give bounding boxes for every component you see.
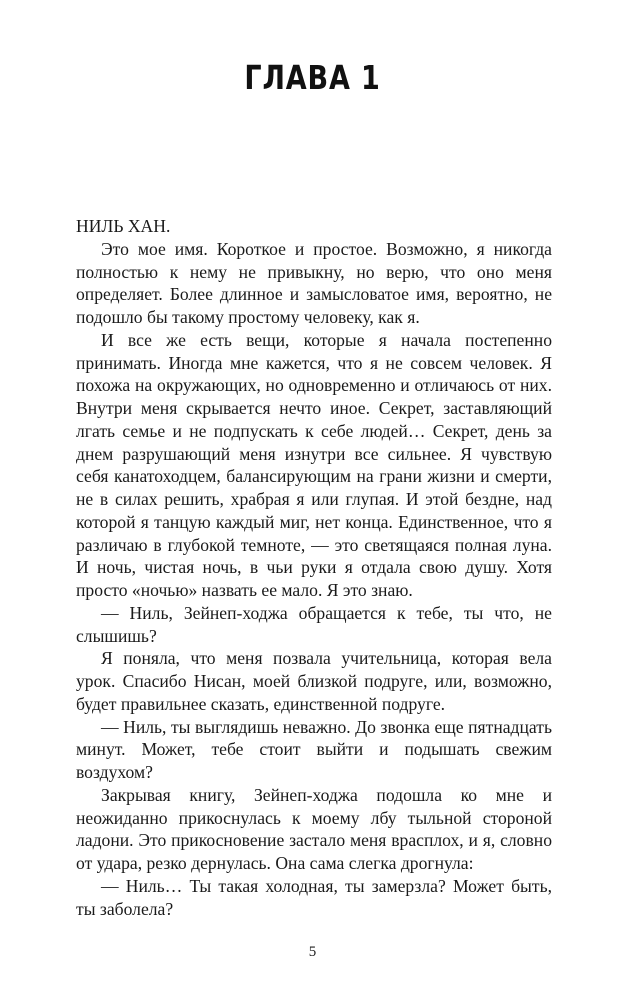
paragraph: — Ниль, ты выглядишь неважно. До звонка еще пятнадцать минут. Может, тебе стоит выйти и подышать свежим воздухом? <box>76 716 552 782</box>
paragraph: — Ниль, Зейнеп-ходжа обращается к тебе, ты что, не слышишь? <box>76 602 552 646</box>
paragraph: Это мое имя. Короткое и простое. Возможно, я никогда полностью к нему не привыкну, но верю, что оно меня определяет. Более длинное и замысловатое имя, вероятно, не подошло бы такому простому человеку, как я. <box>76 238 552 327</box>
paragraph: Закрывая книгу, Зейнеп-ходжа подошла ко мне и неожиданно прикоснулась к моему лбу тыльной стороной ладони. Это прикосновение застало меня врасплох, и я, словно от удара, резко дернулась. Она сама слегка дрогнула: <box>76 784 552 873</box>
chapter-title: ГЛАВА 1 <box>244 58 381 97</box>
body-text <box>76 215 552 920</box>
paragraph: И все же есть вещи, которые я начала постепенно принимать. Иногда мне кажется, что я не совсем человек. Я похожа на окружающих, но одновременно и отличаюсь от них. Внутри меня скрывается нечто иное. Секрет, заставляющий лгать семье и не подпускать к себе людей… Секрет, день за днем разрушающий меня изнутри все сильнее. Я чувствую себя канатоходцем, балансирующим на грани жизни и смерти, не в силах решить, храбрая я или глупая. И этой бездне, над которой я танцую каждый миг, нет конца. Единственное, что я различаю в глубокой темноте, — это светящаяся полная луна. И ночь, чистая ночь, в чьи руки я отдала свою душу. Хотя просто «ночью» назвать ее мало. Я это знаю. <box>76 329 552 600</box>
paragraph: НИЛЬ ХАН. <box>76 216 171 236</box>
paragraph: Я поняла, что меня позвала учительница, которая вела урок. Спасибо Нисан, моей близкой подруге, или, возможно, будет правильнее сказать, единственной подруге. <box>76 648 552 714</box>
page-number: 5 <box>308 944 317 960</box>
paragraph: — Ниль… Ты такая холодная, ты замерзла? Может быть, ты заболела? <box>76 875 552 919</box>
